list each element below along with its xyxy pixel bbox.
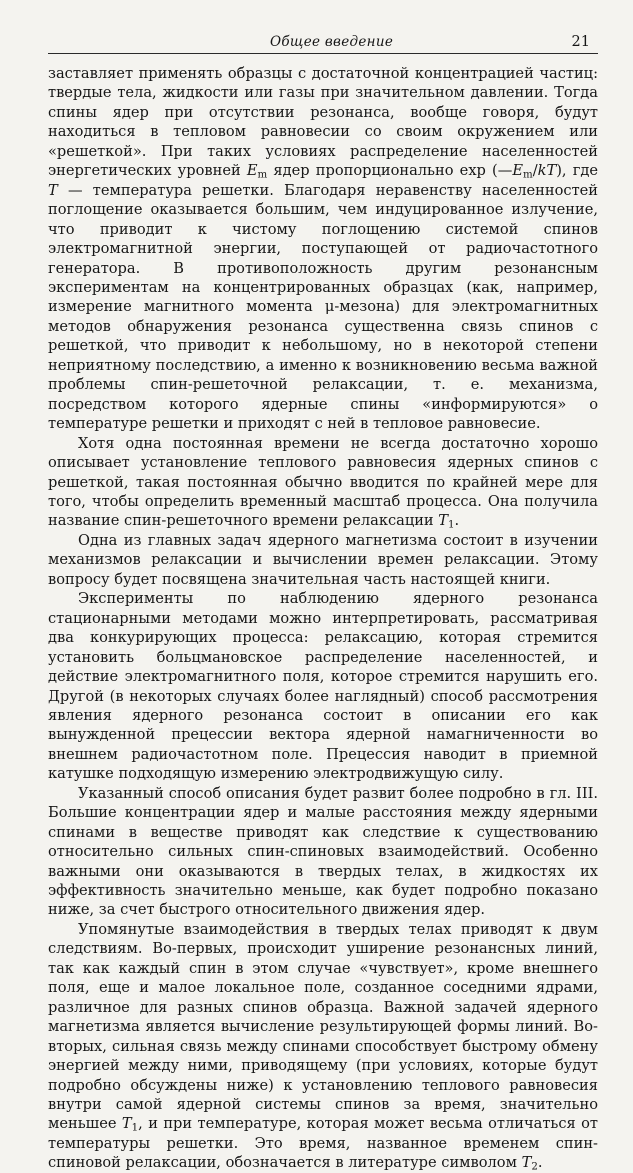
subscript-m: m xyxy=(257,169,268,181)
symbol-kT: kT xyxy=(537,162,557,180)
symbol-E: E xyxy=(512,162,524,180)
symbol-T1: T xyxy=(438,512,449,530)
symbol-T1: T xyxy=(121,1115,132,1133)
paragraph-2: Хотя одна постоянная времени не всегда достаточно хорошо описывает установление теплового равновесия ядерных спинов с решеткой, такая постоянная обычно вводится по крайней мере для того, чтобы определить временный масштаб процесса. Она получила название спин-решеточного времени релаксации $T_1$. xyxy=(48,434,598,531)
paragraph-1: заставляет применять образцы с достаточной концентрацией частиц: твердые тела, жидкости или газы при значительном давлении. Тогда спины ядер при отсутствии резонанса, вообще говоря, будут находиться в тепловом равновесии со своим окружением или «решеткой». При таких условиях распределение населенностей энергетических уровней $E_m$ ядер пропорционально $\exp (—E_m/kT)$, где T — температура решетки. Благодаря неравенству населенностей поглощение оказывается большим, чем индуцированное излучение, что приводит к чистому поглощению системой спинов электромагнитной энергии, поступающей от радиочастотного генератора. В противоположность другим резонансным экспериментам на концентрированных образцах (как, например, измерение магнитного момента μ-мезона) для электромагнитных методов обнаружения резонанса существенна связь спинов с решеткой, что приводит к небольшому, но в некоторой степени неприятному последствию, а именно к возникновению весьма важной проблемы спин-решеточной релаксации, т. е. механизма, посредством которого ядерные спины «информируются» о температуре решетки и приходят с ней в тепловое равновесие. xyxy=(48,65,598,433)
symbol-T: T xyxy=(48,181,58,199)
running-head xyxy=(48,30,598,54)
running-head-title: Общее введение xyxy=(270,34,394,50)
symbol-E: E xyxy=(246,162,258,180)
paragraph-4: Эксперименты по наблюдению ядерного резонанса стационарными методами можно интерпретировать, рассматривая два конкурирующих процесса: релаксацию, которая стремится установить больцмановское распределение населенностей, и действие электромагнитного поля, которое стремится нарушить его. Другой (в некоторых случаях более наглядный) способ рассмотрения явления ядерного резонанса состоит в описании его как вынужденной прецессии вектора ядерной намагниченности во внешнем радиочастотном поле. Прецессия наводит в приемной катушке подходящую измерению электродвижущую силу. xyxy=(48,590,598,783)
paragraph-5: Указанный способ описания будет развит более подробно в гл. III. Большие концентрации ядер и малые расстояния между ядерными спинами в веществе приводят как следствие к существованию относительно сильных спин-спиновых взаимодействий. Особенно важными они оказываются в твердых телах, в жидкостях их эффективность значительно меньше, как будет подробно показано ниже, за счет быстрого относительного движения ядер. xyxy=(48,784,598,919)
paragraph-3: Одна из главных задач ядерного магнетизма состоит в изучении механизмов релаксации и вычислении времен релаксации. Этому вопросу будет посвящена значительная часть настоящей книги. xyxy=(48,531,598,588)
paragraph-6: Упомянутые взаимодействия в твердых телах приводят к двум следствиям. Во-первых, происходит уширение резонансных линий, так как каждый спин в этом случае «чувствует», кроме внешнего поля, еще и малое локальное поле, созданное соседними ядрами, различное для разных спинов образца. Важной задачей ядерного магнетизма является вычисление результирующей формы линий. Во-вторых, сильная связь между спинами способствует быстрому обмену энергией между ними, приводящему (при условиях, которые будут подробно обсуждены ниже) к установлению теплового равновесия внутри самой ядерной системы спинов за время, значительно меньшее $T_1$, и при температуре, которая может весьма отличаться от температуры решетки. Это время, названное временем спин-спиновой релаксации, обозначается в литературе символом $T_2$. xyxy=(48,920,599,1173)
page-number: 21 xyxy=(571,34,590,50)
header-rule xyxy=(48,53,598,54)
body-text xyxy=(48,64,598,1173)
subscript-1: 1 xyxy=(448,519,455,531)
subscript-m: m xyxy=(523,169,533,181)
subscript-2: 2 xyxy=(531,1161,538,1173)
symbol-T2: T xyxy=(521,1154,532,1172)
subscript-1: 1 xyxy=(131,1123,139,1135)
